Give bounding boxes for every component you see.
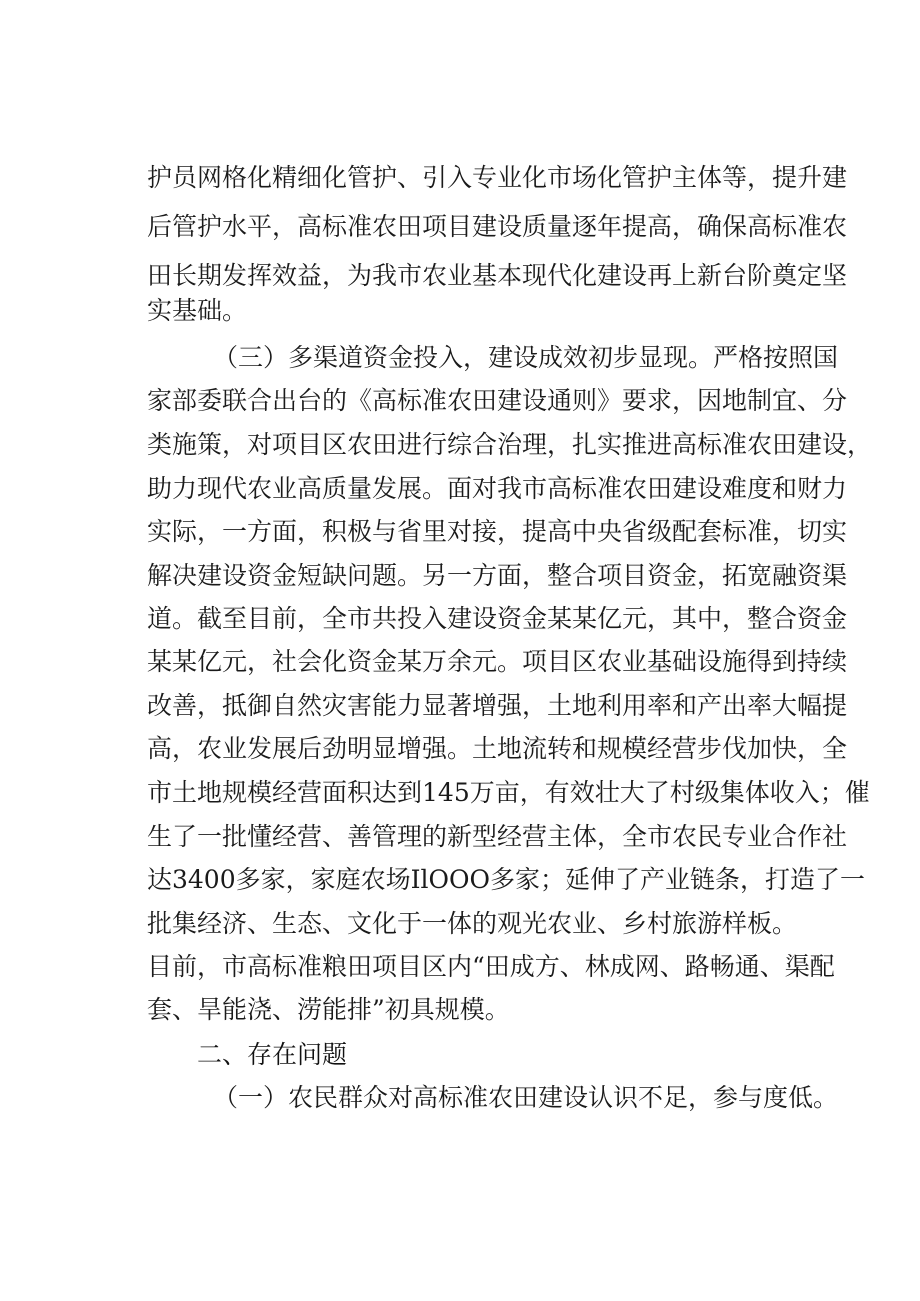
paragraph-2-line-2: 家部委联合出台的《高标准农田建设通则》要求，因地制宜、分 — [147, 386, 848, 415]
paragraph-1-line-3: 田长期发挥效益，为我市农业基本现代化建设再上新台阶奠定坚 — [147, 261, 848, 290]
paragraph-2-line-7: 道。截至目前，全市共投入建设资金某某亿元，其中，整合资金 — [147, 604, 848, 633]
paragraph-2-line-4: 助力现代农业高质量发展。面对我市高标准农田建设难度和财力 — [147, 474, 848, 503]
paragraph-2-line-12: 生了一批懂经营、善管理的新型经营主体，全市农民专业合作社 — [147, 822, 848, 851]
paragraph-1-line-1: 护员网格化精细化管护、引入专业化市场化管护主体等，提升建 — [147, 163, 848, 192]
paragraph-2-line-16: 套、旱能浇、涝能排”初具规模。 — [147, 995, 510, 1024]
paragraph-1-line-2: 后管护水平，高标准农田项目建设质量逐年提高，确保高标准农 — [147, 212, 848, 241]
paragraph-2-line-3: 类施策，对项目区农田进行综合治理，扎实推进高标准农田建设， — [147, 430, 873, 459]
paragraph-2-line-10: 高，农业发展后劲明显增强。土地流转和规模经营步伐加快，全 — [147, 734, 848, 763]
paragraph-1-line-4: 实基础。 — [147, 296, 248, 325]
section-heading: 二、存在问题 — [197, 1040, 348, 1069]
paragraph-2-line-11: 市土地规模经营面积达到145万亩，有效壮大了村级集体收入；催 — [147, 778, 870, 807]
paragraph-2-line-6: 解决建设资金短缺问题。另一方面，整合项目资金，拓宽融资渠 — [147, 561, 848, 590]
paragraph-2-line-9: 改善，抵御自然灾害能力显著增强，土地利用率和产出率大幅提 — [147, 691, 848, 720]
paragraph-2-line-14: 批集经济、生态、文化于一体的观光农业、乡村旅游样板。 — [147, 909, 798, 938]
paragraph-2-line-5: 实际，一方面，积极与省里对接，提高中央省级配套标准，切实 — [147, 517, 848, 546]
subsection-heading: （一）农民群众对高标准农田建设认识不足，参与度低。 — [213, 1083, 839, 1112]
paragraph-2-line-8: 某某亿元，社会化资金某万余元。项目区农业基础设施得到持续 — [147, 647, 848, 676]
paragraph-2-line-15: 目前，市高标准粮田项目区内“田成方、林成网、路畅通、渠配 — [147, 952, 835, 981]
paragraph-2-line-1: （三）多渠道资金投入，建设成效初步显现。严格按照国 — [213, 343, 839, 372]
paragraph-2-line-13: 达3400多家，家庭农场IlOOO多家；延伸了产业链条，打造了一 — [147, 865, 865, 894]
